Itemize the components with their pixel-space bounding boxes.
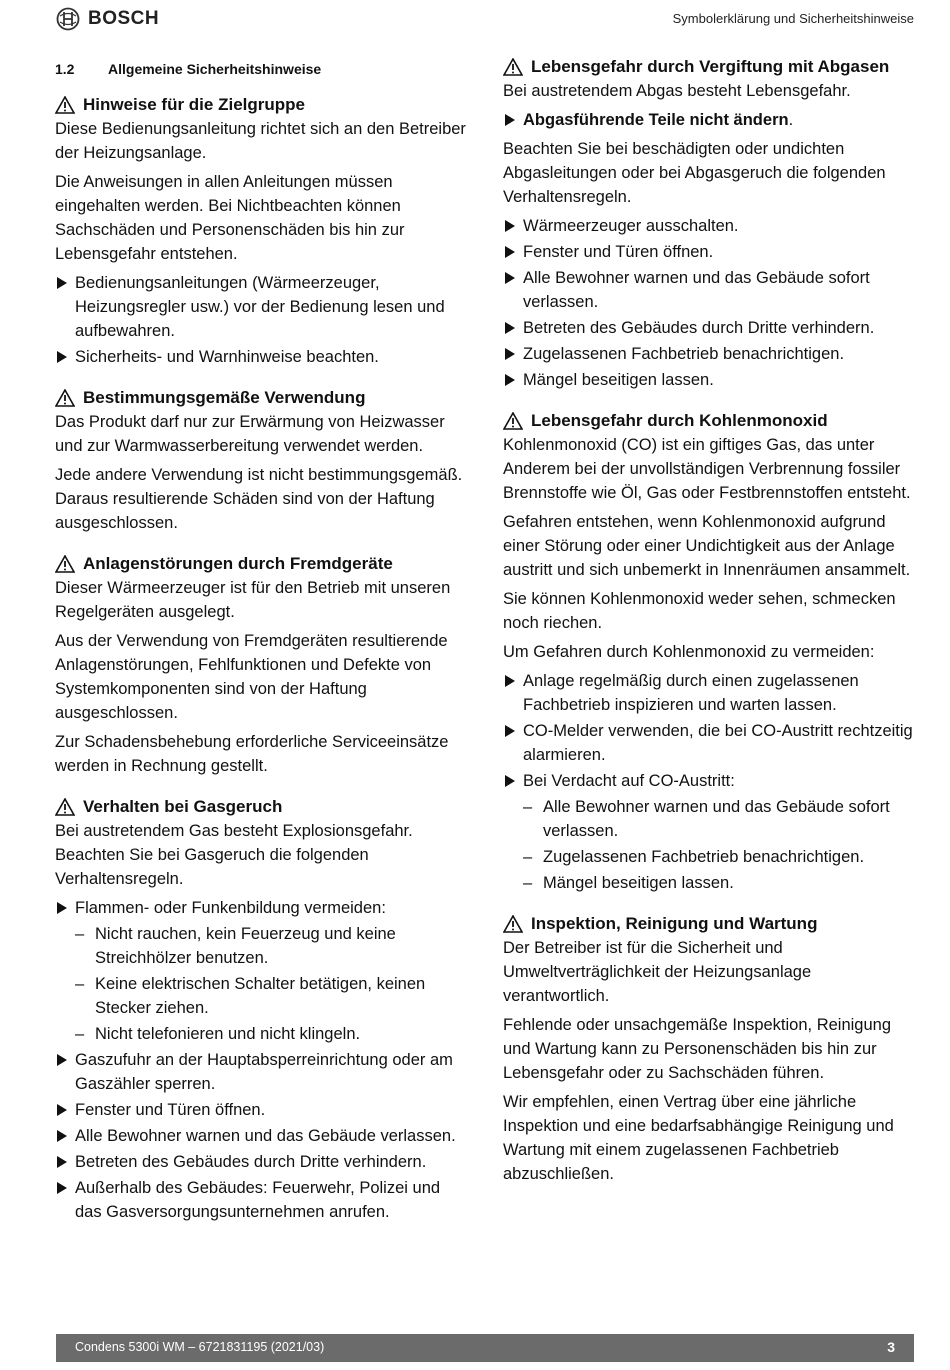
heading-gasgeruch: Verhalten bei Gasgeruch bbox=[55, 795, 470, 819]
heading-fremdgeraete: Anlagenstörungen durch Fremdgeräte bbox=[55, 552, 470, 576]
paragraph: Aus der Verwendung von Fremdgeräten resultierende Anlagenstörungen, Fehlfunktionen und Defekte von Systemkomponenten sind von der Haftung ausgeschlossen. bbox=[55, 632, 448, 722]
paragraph: Sie können Kohlenmonoxid weder sehen, schmecken noch riechen. bbox=[503, 590, 896, 632]
sub-list-item: – Keine elektrischen Schalter betätigen, keinen Stecker ziehen. bbox=[55, 972, 470, 1020]
paragraph: Der Betreiber ist für die Sicherheit und Umweltverträglichkeit der Heizungsanlage verantwortlich. bbox=[503, 939, 812, 1005]
instruction-list bbox=[55, 896, 470, 1224]
paragraph: Jede andere Verwendung ist nicht bestimmungsgemäß. Daraus resultierende Schäden sind von der Haftung ausgeschlossen. bbox=[55, 466, 463, 532]
heading-kohlenmonoxid: Lebensgefahr durch Kohlenmonoxid bbox=[503, 409, 918, 433]
instruction-list bbox=[55, 271, 470, 369]
paragraph: Diese Bedienungsanleitung richtet sich an den Betreiber der Heizungsanlage. bbox=[55, 120, 466, 162]
sub-list-item: – Mängel beseitigen lassen. bbox=[503, 871, 918, 895]
warning-triangle-icon bbox=[55, 389, 75, 407]
heading-verwendung: Bestimmungsgemäße Verwendung bbox=[55, 386, 470, 410]
page-header bbox=[0, 0, 950, 40]
sub-list-item: – Alle Bewohner warnen und das Gebäude sofort verlassen. bbox=[503, 795, 918, 843]
instruction-list bbox=[503, 214, 918, 392]
list-item: Mängel beseitigen lassen. bbox=[503, 368, 918, 392]
paragraph: Gefahren entstehen, wenn Kohlenmonoxid aufgrund einer Störung oder einer Undichtigkeit aus der Anlage austritt und sich unbemerkt in Innenräumen ansammelt. bbox=[503, 513, 911, 579]
list-item: Anlage regelmäßig durch einen zugelassenen Fachbetrieb inspizieren und warten lassen. bbox=[503, 669, 918, 717]
paragraph: Bei austretendem Gas besteht Explosionsgefahr. Beachten Sie bei Gasgeruch die folgenden Verhaltensregeln. bbox=[55, 822, 413, 888]
instruction-list bbox=[503, 669, 918, 895]
warning-triangle-icon bbox=[55, 96, 75, 114]
section-title bbox=[55, 57, 470, 81]
list-item: Zugelassenen Fachbetrieb benachrichtigen. bbox=[503, 342, 918, 366]
bosch-armature-icon bbox=[56, 7, 80, 31]
warning-triangle-icon bbox=[503, 58, 523, 76]
list-item: Fenster und Türen öffnen. bbox=[503, 240, 918, 264]
instruction-list bbox=[503, 108, 918, 132]
paragraph: Dieser Wärmeerzeuger ist für den Betrieb mit unseren Regelgeräten ausgelegt. bbox=[55, 579, 451, 621]
paragraph: Beachten Sie bei beschädigten oder undichten Abgasleitungen oder bei Abgasgeruch die folgenden Verhaltensregeln. bbox=[503, 140, 886, 206]
paragraph: Das Produkt darf nur zur Erwärmung von Heizwasser und zur Warmwasserbereitung verwendet werden. bbox=[55, 413, 445, 455]
paragraph: Zur Schadensbehebung erforderliche Serviceeinsätze werden in Rechnung gestellt. bbox=[55, 733, 449, 775]
list-item: Sicherheits- und Warnhinweise beachten. bbox=[55, 345, 470, 369]
chapter-title: Symbolerklärung und Sicherheitshinweise bbox=[672, 11, 914, 26]
heading-zielgruppe: Hinweise für die Zielgruppe bbox=[55, 93, 470, 117]
section-number: 1.2 bbox=[55, 61, 75, 77]
paragraph: Fehlende oder unsachgemäße Inspektion, Reinigung und Wartung kann zu Personenschäden bis hin zur Lebensgefahr oder zu Sachschäden führen. bbox=[503, 1016, 892, 1082]
list-item: Bedienungsanleitungen (Wärmeerzeuger, Heizungsregler usw.) vor der Bedienung lesen und aufbewahren. bbox=[55, 271, 470, 343]
list-item: Wärmeerzeuger ausschalten. bbox=[503, 214, 918, 238]
list-item: Flammen- oder Funkenbildung vermeiden: bbox=[55, 896, 470, 920]
sub-list-item: – Nicht telefonieren und nicht klingeln. bbox=[55, 1022, 470, 1046]
brand-name: BOSCH bbox=[88, 8, 160, 29]
right-column bbox=[503, 55, 918, 1191]
left-column bbox=[55, 55, 470, 1229]
bosch-logo bbox=[56, 7, 159, 31]
page-number: 3 bbox=[887, 1339, 895, 1355]
list-item-bold: Abgasführende Teile nicht ändern. bbox=[503, 108, 918, 132]
paragraph: Um Gefahren durch Kohlenmonoxid zu vermeiden: bbox=[503, 643, 875, 661]
warning-triangle-icon bbox=[55, 555, 75, 573]
page-footer bbox=[56, 1334, 914, 1362]
document-id: Condens 5300i WM – 6721831195 (2021/03) bbox=[75, 1340, 325, 1354]
sub-list-item: – Zugelassenen Fachbetrieb benachrichtigen. bbox=[503, 845, 918, 869]
list-item: Fenster und Türen öffnen. bbox=[55, 1098, 470, 1122]
paragraph: Wir empfehlen, einen Vertrag über eine jährliche Inspektion und eine bedarfsabhängige Reinigung und Wartung mit einem zugelassenen Fachbetrieb abzuschließen. bbox=[503, 1093, 894, 1183]
section-title-text: Allgemeine Sicherheitshinweise bbox=[108, 61, 322, 77]
paragraph: Die Anweisungen in allen Anleitungen müssen eingehalten werden. Bei Nichtbeachten können Sachschäden und Personenschäden bis hin zur Lebensgefahr entstehen. bbox=[55, 173, 405, 263]
warning-triangle-icon bbox=[503, 412, 523, 430]
list-item: Gaszufuhr an der Hauptabsperreinrichtung oder am Gaszähler sperren. bbox=[55, 1048, 470, 1096]
list-item: Alle Bewohner warnen und das Gebäude verlassen. bbox=[55, 1124, 470, 1148]
warning-triangle-icon bbox=[503, 915, 523, 933]
list-item: Betreten des Gebäudes durch Dritte verhindern. bbox=[55, 1150, 470, 1174]
warning-triangle-icon bbox=[55, 798, 75, 816]
list-item: Alle Bewohner warnen und das Gebäude sofort verlassen. bbox=[503, 266, 918, 314]
sub-list-item: – Nicht rauchen, kein Feuerzeug und keine Streichhölzer benutzen. bbox=[55, 922, 470, 970]
list-item: Bei Verdacht auf CO-Austritt: bbox=[503, 769, 918, 793]
paragraph: Bei austretendem Abgas besteht Lebensgefahr. bbox=[503, 82, 851, 100]
paragraph: Kohlenmonoxid (CO) ist ein giftiges Gas, das unter Anderem bei der unvollständigen Verbrennung fossiler Brennstoffe wie Öl, Gas oder Festbrennstoffen entsteht. bbox=[503, 436, 911, 502]
heading-abgase: Lebensgefahr durch Vergiftung mit Abgasen bbox=[503, 55, 918, 79]
heading-inspektion: Inspektion, Reinigung und Wartung bbox=[503, 912, 918, 936]
list-item: Betreten des Gebäudes durch Dritte verhindern. bbox=[503, 316, 918, 340]
list-item: CO-Melder verwenden, die bei CO-Austritt rechtzeitig alarmieren. bbox=[503, 719, 918, 767]
list-item: Außerhalb des Gebäudes: Feuerwehr, Polizei und das Gasversorgungsunternehmen anrufen. bbox=[55, 1176, 470, 1224]
